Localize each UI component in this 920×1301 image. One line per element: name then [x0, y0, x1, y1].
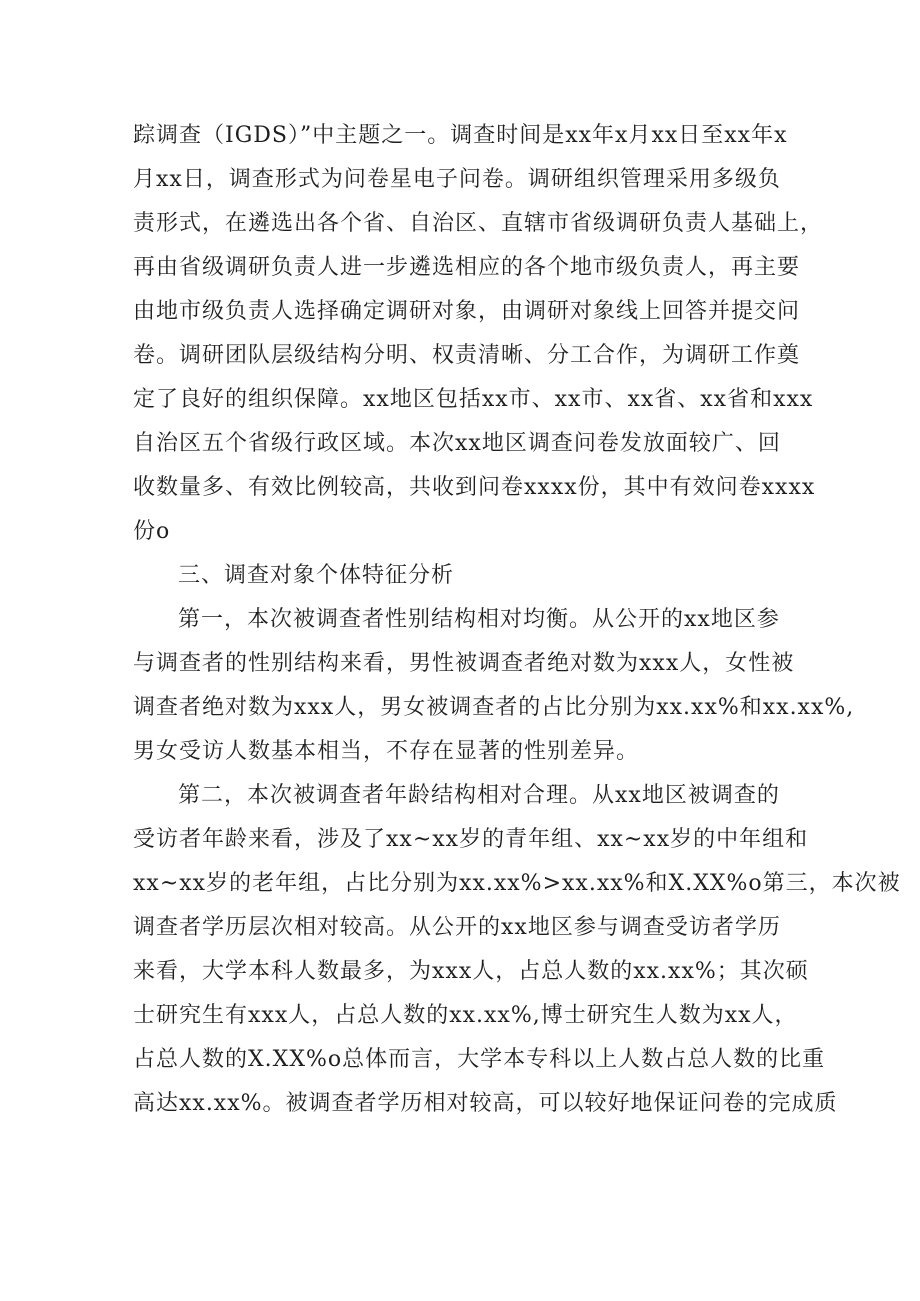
body-text-line: 与调查者的性别结构来看，男性被调查者绝对数为xxx人，女性被 [133, 651, 795, 676]
body-text-line: 调查者学历层次相对较高。从公开的xx地区参与调查受访者学历 [133, 915, 781, 940]
body-text-line: 由地市级负责人选择确定调研对象，由调研对象线上回答并提交问 [133, 299, 801, 324]
body-text-line: 踪调查（IGDS）”中主题之一。调查时间是xx年x月xx日至xx年x [133, 123, 788, 148]
body-text-line: 定了良好的组织保障。xx地区包括xx市、xx市、xx省、xx省和xxx [133, 387, 814, 412]
body-text-line: 份o [133, 519, 171, 544]
body-text-line: 高达xx.xx%。被调查者学历相对较高，可以较好地保证问卷的完成质 [133, 1091, 838, 1116]
body-text-line: 再由省级调研负责人进一步遴选相应的各个地市级负责人，再主要 [133, 255, 801, 280]
body-text-line: 收数量多、有效比例较高，共收到问卷xxxx份，其中有效问卷xxxx [133, 475, 816, 500]
body-text-line: 占总人数的X.XX%o总体而言，大学本专科以上人数占总人数的比重 [133, 1047, 826, 1072]
body-text-line: 士研究生有xxx人，占总人数的xx.xx%,博士研究生人数为xx人， [133, 1003, 798, 1028]
paragraph-first-line: 第一，本次被调查者性别结构相对均衡。从公开的xx地区参 [178, 607, 780, 632]
body-text-line: xx~xx岁的老年组，占比分别为xx.xx%>xx.xx%和X.XX%o第三，本次被 [133, 871, 901, 896]
body-text-line: 受访者年龄来看，涉及了xx~xx岁的青年组、xx~xx岁的中年组和 [133, 827, 809, 852]
paragraph-first-line: 第二，本次被调查者年龄结构相对合理。从xx地区被调查的 [178, 783, 780, 808]
body-text-line: 责形式，在遴选出各个省、自治区、直辖市省级调研负责人基础上， [133, 211, 824, 236]
body-text-line: 自治区五个省级行政区域。本次xx地区调查问卷发放面较广、回 [133, 431, 781, 456]
body-text-line: 月xx日，调查形式为问卷星电子问卷。调研组织管理采用多级负 [133, 167, 781, 192]
body-text-line: 男女受访人数基本相当，不存在显著的性别差异。 [133, 739, 640, 764]
body-text-line: 来看，大学本科人数最多，为xxx人，占总人数的xx.xx%；其次硕 [133, 959, 809, 984]
section-heading: 三、调查对象个体特征分析 [178, 563, 455, 588]
body-text-line: 卷。调研团队层级结构分明、权责清晰、分工合作，为调研工作奠 [133, 343, 801, 368]
body-text-line: 调查者绝对数为xxx人，男女被调查者的占比分别为xx.xx%和xx.xx%, [133, 695, 855, 720]
